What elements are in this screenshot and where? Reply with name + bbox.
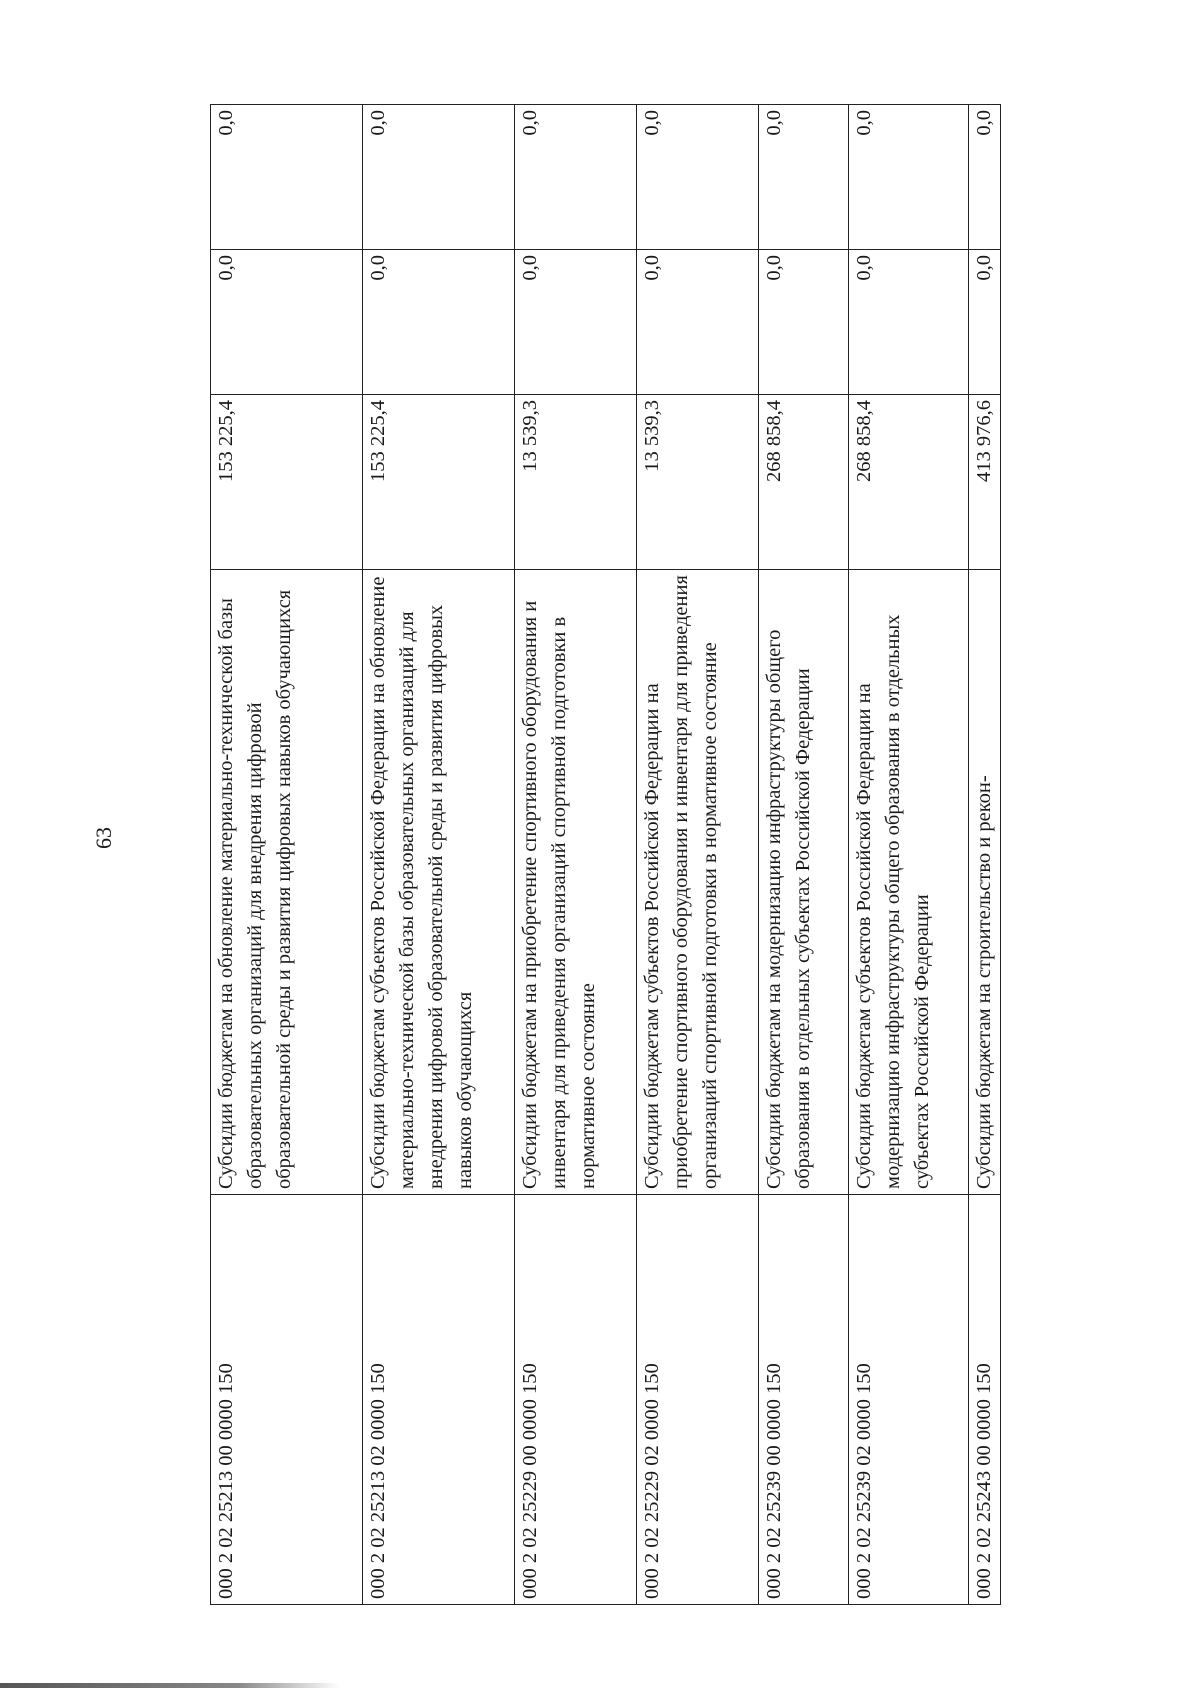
amount-cell: 0,0 bbox=[515, 105, 637, 250]
item-name-cell: Субсидии бюджетам на обновление материально-технической базы образовательных организаций для внедрения цифровой образовательной среды и развития цифровых навыков обучающихся bbox=[211, 570, 363, 1195]
rotated-page-content bbox=[210, 105, 1112, 1605]
item-name-cell: Субсидии бюджетам на строительство и рекон- bbox=[969, 570, 1001, 1195]
amount-cell: 0,0 bbox=[849, 105, 969, 250]
amount-cell: 0,0 bbox=[637, 250, 759, 395]
budget-revenue-table bbox=[210, 104, 1001, 1605]
item-name-cell: Субсидии бюджетам субъектов Российской Федерации на приобретение спортивного оборудования и инвентаря для приведения организаций спортивной подготовки в нормативное состояние bbox=[637, 570, 759, 1195]
amount-cell: 0,0 bbox=[211, 105, 363, 250]
table-row bbox=[515, 105, 637, 1605]
budget-code-cell: 000 2 02 25239 02 0000 150 bbox=[849, 1195, 969, 1605]
amount-cell: 153 225,4 bbox=[211, 395, 363, 570]
table-row bbox=[211, 105, 363, 1605]
table-row bbox=[637, 105, 759, 1605]
item-name-cell: Субсидии бюджетам субъектов Российской Федерации на модернизацию инфраструктуры общего образования в отдельных субъектах Российской Федерации bbox=[849, 570, 969, 1195]
budget-code-cell: 000 2 02 25213 02 0000 150 bbox=[363, 1195, 515, 1605]
budget-code-cell: 000 2 02 25243 00 0000 150 bbox=[969, 1195, 1001, 1605]
amount-cell: 0,0 bbox=[515, 250, 637, 395]
amount-cell: 0,0 bbox=[211, 250, 363, 395]
table-row bbox=[759, 105, 849, 1605]
budget-code-cell: 000 2 02 25213 00 0000 150 bbox=[211, 1195, 363, 1605]
amount-cell: 413 976,6 bbox=[969, 395, 1001, 570]
table-row bbox=[363, 105, 515, 1605]
budget-code-cell: 000 2 02 25229 00 0000 150 bbox=[515, 1195, 637, 1605]
amount-cell: 13 539,3 bbox=[637, 395, 759, 570]
item-name-cell: Субсидии бюджетам субъектов Российской Федерации на обновление материально-технической базы образовательных организаций для внедрения цифровой образовательной среды и развития цифровых навыков обучающихся bbox=[363, 570, 515, 1195]
amount-cell: 0,0 bbox=[759, 250, 849, 395]
amount-cell: 153 225,4 bbox=[363, 395, 515, 570]
budget-code-cell: 000 2 02 25239 00 0000 150 bbox=[759, 1195, 849, 1605]
scan-edge-mark bbox=[0, 1683, 340, 1688]
amount-cell: 0,0 bbox=[637, 105, 759, 250]
amount-cell: 0,0 bbox=[849, 250, 969, 395]
amount-cell: 268 858,4 bbox=[849, 395, 969, 570]
amount-cell: 0,0 bbox=[363, 105, 515, 250]
amount-cell: 0,0 bbox=[969, 105, 1001, 250]
amount-cell: 0,0 bbox=[363, 250, 515, 395]
amount-cell: 0,0 bbox=[969, 250, 1001, 395]
amount-cell: 268 858,4 bbox=[759, 395, 849, 570]
table-row bbox=[849, 105, 969, 1605]
amount-cell: 13 539,3 bbox=[515, 395, 637, 570]
budget-code-cell: 000 2 02 25229 02 0000 150 bbox=[637, 1195, 759, 1605]
amount-cell: 0,0 bbox=[759, 105, 849, 250]
page-number: 63 bbox=[91, 827, 116, 849]
table-row bbox=[969, 105, 1001, 1605]
item-name-cell: Субсидии бюджетам на приобретение спортивного оборудования и инвентаря для приведения организаций спортивной подготовки в нормативное состояние bbox=[515, 570, 637, 1195]
item-name-cell: Субсидии бюджетам на модернизацию инфраструктуры общего образования в отдельных субъектах Российской Федерации bbox=[759, 570, 849, 1195]
